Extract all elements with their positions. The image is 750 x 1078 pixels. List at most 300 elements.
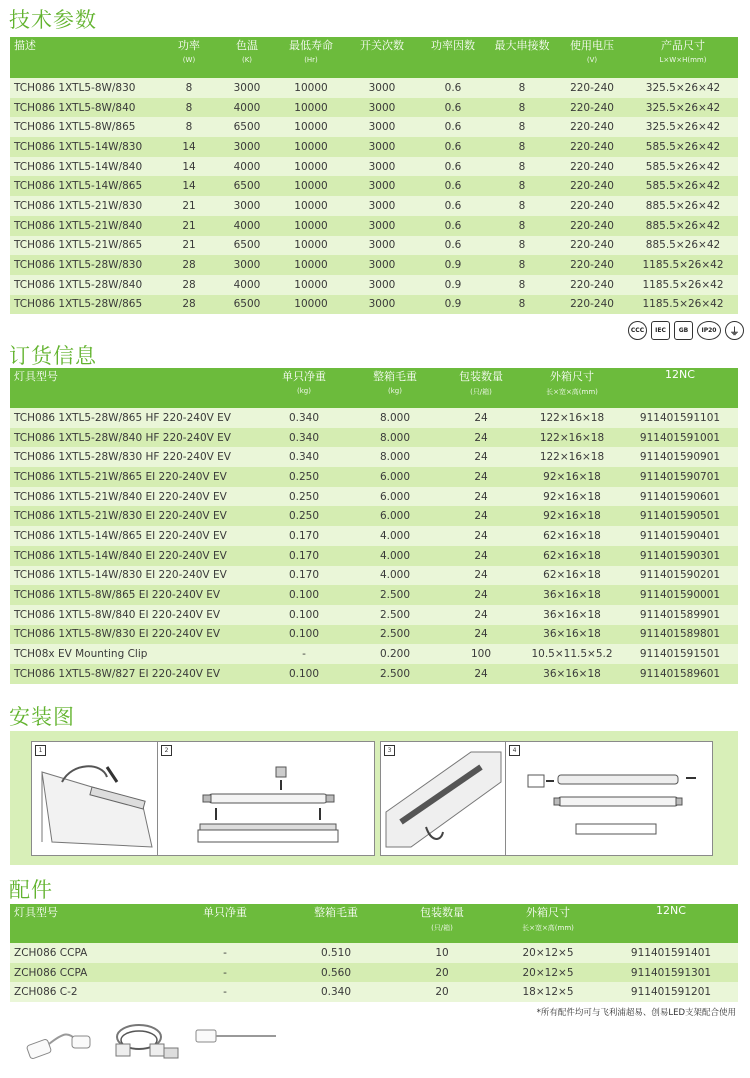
spec-header-cell [628,37,738,78]
spec-cell: 10000 [276,78,346,98]
spec-cell: 325.5×26×42 [628,117,738,137]
order-cell: 24 [440,546,522,566]
install-step-1-illustration [32,742,159,855]
order-cell: 10.5×11.5×5.2 [522,644,622,664]
spec-header-label: 最低寿命 [289,39,333,52]
order-header-unit: 长×宽×高(mm) [546,388,598,396]
spec-cell: 10000 [276,137,346,157]
order-cell: 8.000 [350,428,440,448]
spec-cell: TCH086 1XTL5-28W/830 [10,255,160,275]
spec-row [10,157,738,177]
spec-cell: 0.6 [418,157,488,177]
spec-cell: 8 [488,98,556,118]
spec-cell: 585.5×26×42 [628,176,738,196]
spec-cell: 10000 [276,196,346,216]
spec-cell: TCH086 1XTL5-21W/865 [10,236,160,256]
spec-cell: TCH086 1XTL5-8W/865 [10,117,160,137]
order-header-cell [350,368,440,408]
spec-header-label: 功率 [178,39,200,52]
spec-cell: 28 [160,275,218,295]
spec-cell: 0.9 [418,255,488,275]
accessory-cell: 0.560 [280,963,392,983]
spec-cell: 8 [488,117,556,137]
order-row [10,526,738,546]
accessory-header-cell [604,904,738,943]
spec-row [10,78,738,98]
order-cell: 8.000 [350,447,440,467]
order-cell: 0.250 [258,467,350,487]
spec-cell: 6500 [218,236,276,256]
order-header-cell [258,368,350,408]
spec-header-label: 描述 [14,39,36,52]
spec-cell: 8 [160,78,218,98]
spec-header-unit: (W) [182,56,196,64]
spec-cell: 8 [160,98,218,118]
install-step-1 [31,741,160,856]
spec-cell: 585.5×26×42 [628,157,738,177]
order-cell: TCH086 1XTL5-14W/865 EI 220-240V EV [10,526,258,546]
order-header-unit: (kg) [388,387,402,395]
spec-cell: 3000 [346,98,418,118]
spec-cell: 10000 [276,117,346,137]
accessory-images [14,1012,344,1072]
order-cell: 911401591501 [622,644,738,664]
install-step-4-illustration [506,742,712,855]
step-number: 2 [161,745,172,756]
accessory-cell: 911401591401 [604,943,738,963]
accessory-header-label: 12NC [656,904,686,917]
order-header-unit: (kg) [297,387,311,395]
order-cell: 0.250 [258,506,350,526]
spec-cell: 10000 [276,176,346,196]
order-cell: TCH086 1XTL5-8W/830 EI 220-240V EV [10,625,258,645]
accessory-section-title: 配件 [9,878,53,902]
order-row [10,487,738,507]
spec-cell: 8 [488,137,556,157]
order-row [10,625,738,645]
order-cell: 24 [440,428,522,448]
spec-cell: 3000 [218,78,276,98]
order-header-cell [522,368,622,408]
accessory-connector-illustrations [14,1012,344,1072]
coiled-cable-icon [116,1025,178,1058]
spec-cell: 1185.5×26×42 [628,255,738,275]
spec-header-unit: (Hr) [304,56,318,64]
spec-cell: 3000 [346,196,418,216]
spec-cell: 1185.5×26×42 [628,275,738,295]
order-cell: 911401590401 [622,526,738,546]
order-cell: 911401590001 [622,585,738,605]
order-cell: 911401589901 [622,605,738,625]
spec-cell: TCH086 1XTL5-14W/865 [10,176,160,196]
spec-cell: TCH086 1XTL5-21W/830 [10,196,160,216]
spec-cell: 3000 [346,275,418,295]
order-cell: 0.100 [258,605,350,625]
spec-cell: 0.6 [418,117,488,137]
order-cell: 6.000 [350,467,440,487]
spec-cell: 0.9 [418,275,488,295]
order-cell: 0.100 [258,664,350,684]
order-cell: 2.500 [350,664,440,684]
order-cell: 24 [440,585,522,605]
spec-cell: 10000 [276,236,346,256]
order-cell: 6.000 [350,506,440,526]
order-cell: 36×16×18 [522,585,622,605]
order-cell: TCH086 1XTL5-28W/840 HF 220-240V EV [10,428,258,448]
spec-table-header [10,37,738,78]
spec-cell: 0.6 [418,176,488,196]
spec-cell: 3000 [218,196,276,216]
step-number: 4 [509,745,520,756]
accessory-cell: - [170,982,280,1002]
order-cell: 0.340 [258,408,350,428]
order-cell: TCH086 1XTL5-28W/865 HF 220-240V EV [10,408,258,428]
spec-header-label: 产品尺寸 [661,39,705,52]
order-cell: 122×16×18 [522,428,622,448]
spec-header-label: 色温 [236,39,258,52]
order-cell: TCH086 1XTL5-21W/865 EI 220-240V EV [10,467,258,487]
order-cell: 8.000 [350,408,440,428]
order-cell: TCH086 1XTL5-14W/840 EI 220-240V EV [10,546,258,566]
order-cell: 911401589801 [622,625,738,645]
accessory-cell: 10 [392,943,492,963]
order-cell: 911401590601 [622,487,738,507]
spec-cell: 14 [160,176,218,196]
spec-cell: 4000 [218,98,276,118]
connector-cable-icon [26,1034,90,1059]
order-header-cell [622,368,738,408]
order-cell: 36×16×18 [522,625,622,645]
spec-cell: 21 [160,236,218,256]
order-cell: 92×16×18 [522,506,622,526]
spec-cell: 0.9 [418,295,488,315]
spec-cell: 6500 [218,295,276,315]
spec-cell: 6500 [218,117,276,137]
order-header-cell [10,368,258,408]
order-cell: - [258,644,350,664]
ccc-mark-icon: CCC [628,321,647,340]
order-cell: 911401590901 [622,447,738,467]
spec-cell: 220-240 [556,196,628,216]
spec-header-cell [160,37,218,78]
order-header-label: 包装数量 [459,370,503,383]
accessory-table-header [10,904,738,943]
step-number: 3 [384,745,395,756]
spec-cell: 3000 [346,236,418,256]
spec-cell: 10000 [276,216,346,236]
spec-cell: TCH086 1XTL5-28W/865 [10,295,160,315]
install-step-2-illustration [158,742,374,855]
spec-cell: 3000 [218,255,276,275]
spec-cell: 220-240 [556,255,628,275]
spec-cell: 3000 [346,216,418,236]
order-cell: 24 [440,467,522,487]
install-step-4 [505,741,713,856]
spec-cell: 0.6 [418,78,488,98]
spec-cell: 3000 [218,137,276,157]
spec-header-cell [488,37,556,78]
gb-mark-icon: GB [674,321,693,340]
install-step-3-illustration [381,742,505,855]
order-row [10,408,738,428]
spec-cell: 8 [160,117,218,137]
accessory-cell: 911401591301 [604,963,738,983]
install-section-title: 安装图 [9,705,75,729]
spec-cell: 0.6 [418,196,488,216]
order-header-label: 外箱尺寸 [550,370,594,383]
accessory-cell: 0.340 [280,982,392,1002]
accessory-row [10,943,738,963]
accessory-header-cell [392,904,492,943]
spec-cell: 4000 [218,275,276,295]
spec-header-cell [346,37,418,78]
order-cell: 24 [440,408,522,428]
accessory-header-label: 整箱毛重 [314,906,358,919]
order-cell: 911401590701 [622,467,738,487]
order-cell: 2.500 [350,605,440,625]
spec-cell: 0.6 [418,216,488,236]
order-cell: TCH086 1XTL5-21W/840 EI 220-240V EV [10,487,258,507]
accessory-cell: 18×12×5 [492,982,604,1002]
spec-cell: 220-240 [556,137,628,157]
spec-cell: 585.5×26×42 [628,137,738,157]
spec-row [10,176,738,196]
accessory-cell: 0.510 [280,943,392,963]
spec-header-label: 功率因数 [431,39,475,52]
order-cell: 0.100 [258,625,350,645]
order-row [10,428,738,448]
spec-cell: 8 [488,236,556,256]
order-cell: 62×16×18 [522,566,622,586]
order-row [10,585,738,605]
spec-header-cell [10,37,160,78]
order-row [10,447,738,467]
spec-cell: 8 [488,157,556,177]
spec-cell: 3000 [346,255,418,275]
order-cell: TCH086 1XTL5-8W/865 EI 220-240V EV [10,585,258,605]
spec-cell: 220-240 [556,176,628,196]
spec-cell: 8 [488,196,556,216]
spec-header-cell [276,37,346,78]
spec-cell: TCH086 1XTL5-8W/840 [10,98,160,118]
spec-section-title: 技术参数 [9,8,97,32]
short-cable-icon [196,1030,276,1042]
order-cell: 4.000 [350,566,440,586]
order-header-label: 单只净重 [282,370,326,383]
spec-cell: 220-240 [556,98,628,118]
order-cell: 36×16×18 [522,605,622,625]
order-cell: 100 [440,644,522,664]
order-cell: 24 [440,447,522,467]
accessory-header-unit: 长×宽×高(mm) [522,924,574,932]
order-cell: 24 [440,664,522,684]
order-cell: 911401591101 [622,408,738,428]
order-header-label: 整箱毛重 [373,370,417,383]
spec-row [10,216,738,236]
spec-row [10,236,738,256]
spec-cell: 10000 [276,98,346,118]
order-header-cell [440,368,522,408]
spec-cell: 3000 [346,137,418,157]
spec-cell: 10000 [276,157,346,177]
spec-cell: 28 [160,255,218,275]
spec-header-unit: L×W×H(mm) [659,56,707,64]
accessory-cell: 20×12×5 [492,943,604,963]
order-header-unit: (只/箱) [470,388,492,396]
spec-cell: 3000 [346,176,418,196]
order-table [10,368,738,684]
accessory-cell: ZCH086 C-2 [10,982,170,1002]
spec-cell: 4000 [218,157,276,177]
order-header-label: 灯具型号 [14,370,58,383]
spec-cell: 8 [488,255,556,275]
order-cell: 36×16×18 [522,664,622,684]
spec-cell: TCH086 1XTL5-14W/830 [10,137,160,157]
order-row [10,506,738,526]
spec-cell: 14 [160,157,218,177]
spec-cell: 3000 [346,295,418,315]
accessory-row [10,982,738,1002]
order-cell: 4.000 [350,546,440,566]
spec-cell: 220-240 [556,295,628,315]
install-step-3 [380,741,506,856]
order-cell: 4.000 [350,526,440,546]
accessory-cell: - [170,963,280,983]
spec-header-label: 开关次数 [360,39,404,52]
spec-cell: 28 [160,295,218,315]
spec-cell: 1185.5×26×42 [628,295,738,315]
spec-row [10,117,738,137]
accessory-cell: 20 [392,982,492,1002]
spec-header-unit: (K) [241,56,253,64]
spec-cell: 220-240 [556,236,628,256]
order-cell: TCH086 1XTL5-14W/830 EI 220-240V EV [10,566,258,586]
order-cell: 24 [440,506,522,526]
order-cell: TCH086 1XTL5-8W/827 EI 220-240V EV [10,664,258,684]
spec-header-label: 使用电压 [570,39,614,52]
order-cell: TCH086 1XTL5-8W/840 EI 220-240V EV [10,605,258,625]
order-cell: 0.200 [350,644,440,664]
spec-cell: 3000 [346,117,418,137]
order-cell: 122×16×18 [522,408,622,428]
accessory-header-unit: (只/箱) [431,924,453,932]
spec-cell: 8 [488,275,556,295]
accessory-header-cell [170,904,280,943]
order-cell: TCH08x EV Mounting Clip [10,644,258,664]
spec-cell: TCH086 1XTL5-28W/840 [10,275,160,295]
spec-cell: 8 [488,176,556,196]
spec-cell: 10000 [276,275,346,295]
spec-table [10,37,738,314]
order-cell: 62×16×18 [522,546,622,566]
order-cell: 24 [440,487,522,507]
step-number: 1 [35,745,46,756]
spec-header-unit: (V) [586,56,598,64]
accessory-table [10,904,738,1002]
accessory-header-label: 包装数量 [420,906,464,919]
spec-row [10,98,738,118]
spec-row [10,196,738,216]
spec-header-label: 最大串接数 [494,39,550,52]
order-cell: 2.500 [350,625,440,645]
spec-cell: 220-240 [556,157,628,177]
accessory-cell: 20×12×5 [492,963,604,983]
order-header-label: 12NC [665,368,695,381]
order-row [10,605,738,625]
order-cell: 2.500 [350,585,440,605]
order-cell: 0.100 [258,585,350,605]
order-cell: 911401591001 [622,428,738,448]
order-cell: 6.000 [350,487,440,507]
class2-mark-icon: ⏚ [725,321,744,340]
spec-cell: 220-240 [556,78,628,98]
order-cell: 62×16×18 [522,526,622,546]
spec-cell: 4000 [218,216,276,236]
order-cell: 24 [440,625,522,645]
spec-cell: 0.6 [418,98,488,118]
spec-row [10,137,738,157]
spec-row [10,295,738,315]
ip20-mark-icon: IP20 [697,321,721,340]
installation-diagram [10,731,738,865]
order-cell: 0.340 [258,428,350,448]
order-row [10,467,738,487]
order-cell: TCH086 1XTL5-28W/830 HF 220-240V EV [10,447,258,467]
spec-header-cell [218,37,276,78]
spec-cell: TCH086 1XTL5-8W/830 [10,78,160,98]
order-cell: 24 [440,526,522,546]
spec-cell: 8 [488,216,556,236]
order-cell: 0.170 [258,546,350,566]
order-cell: 0.340 [258,447,350,467]
accessory-note: *所有配件均可与飞利浦超易、创易LED支架配合使用 [536,1008,736,1018]
order-cell: 911401590501 [622,506,738,526]
accessory-row [10,963,738,983]
accessory-cell: ZCH086 CCPA [10,963,170,983]
certification-marks [628,321,744,340]
order-cell: 92×16×18 [522,487,622,507]
spec-row [10,275,738,295]
spec-cell: 21 [160,196,218,216]
accessory-cell: 20 [392,963,492,983]
spec-cell: TCH086 1XTL5-14W/840 [10,157,160,177]
order-section-title: 订货信息 [9,344,97,368]
spec-cell: 10000 [276,295,346,315]
accessory-header-label: 外箱尺寸 [526,906,570,919]
spec-cell: 21 [160,216,218,236]
order-cell: 0.170 [258,566,350,586]
order-cell: 24 [440,566,522,586]
spec-header-cell [418,37,488,78]
install-step-2 [157,741,375,856]
order-cell: 122×16×18 [522,447,622,467]
spec-cell: 220-240 [556,117,628,137]
order-cell: 911401590201 [622,566,738,586]
spec-row [10,255,738,275]
accessory-header-cell [10,904,170,943]
order-cell: 0.250 [258,487,350,507]
spec-cell: 14 [160,137,218,157]
accessory-cell: ZCH086 CCPA [10,943,170,963]
order-row [10,546,738,566]
spec-cell: 10000 [276,255,346,275]
spec-cell: 885.5×26×42 [628,236,738,256]
spec-cell: 8 [488,78,556,98]
accessory-header-label: 灯具型号 [14,906,58,919]
spec-cell: TCH086 1XTL5-21W/840 [10,216,160,236]
order-cell: 0.170 [258,526,350,546]
order-cell: 92×16×18 [522,467,622,487]
